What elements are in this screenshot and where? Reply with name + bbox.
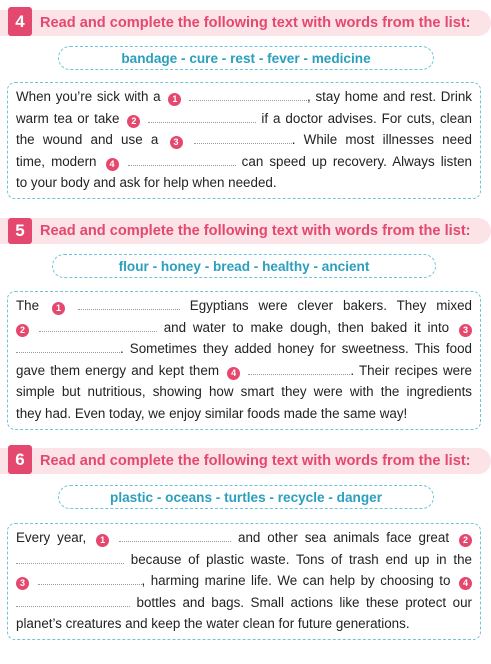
blank-number-badge: 2 [127,115,140,128]
passage-line: the wound and use a 3 . While most illnesses need [16,129,472,151]
exercise-number: 5 [8,218,32,244]
passage-line: The 1 Egyptians were clever bakers. They mixed [16,295,472,317]
answer-blank[interactable] [189,89,307,101]
answer-blank[interactable] [16,341,120,353]
passage-line: time, modern 4 can speed up recovery. Always listen [16,151,472,173]
exercise-number: 6 [8,445,32,474]
blank-number-badge: 1 [96,534,109,547]
passage-line: 2 and water to make dough, then baked it into 3 [16,317,472,339]
answer-blank[interactable] [248,363,350,375]
answer-blank[interactable] [16,595,130,607]
exercise-instruction: Read and complete the following text with words from the list: [40,15,471,31]
blank-number-badge: 1 [168,93,181,106]
exercise-header [0,448,491,474]
blank-number-badge: 4 [106,158,119,171]
passage-line: When you’re sick with a 1 , stay home and rest. Drink [16,86,472,108]
passage-line: gave them energy and kept them 4 . Their recipes were [16,360,472,382]
answer-blank[interactable] [38,573,142,585]
blank-number-badge: 1 [52,302,65,315]
word-list: flour - honey - bread - healthy - ancient [52,254,436,278]
answer-blank[interactable] [78,298,180,310]
exercise-header [0,218,491,244]
exercise-header [0,10,491,36]
passage-line: they had. Even today, we enjoy similar foods made the same way! [16,405,408,421]
passage-line: bottles and bags. Small actions like these protect our [16,592,472,614]
passage-line: planet’s creatures and keep the water clean for future generations. [16,616,410,632]
passage-line: 3 , harming marine life. We can help by choosing to 4 [16,570,472,592]
answer-blank[interactable] [194,132,292,144]
word-list: plastic - oceans - turtles - recycle - danger [58,485,434,509]
blank-number-badge: 2 [459,534,472,547]
passage-box [7,523,481,640]
passage-box [7,291,481,430]
exercise-instruction: Read and complete the following text with words from the list: [40,453,471,469]
blank-number-badge: 3 [459,324,472,337]
answer-blank[interactable] [128,154,236,166]
passage-line: . Sometimes they added honey for sweetness. This food [16,338,472,360]
blank-number-badge: 3 [170,136,183,149]
passage-line: Every year, 1 and other sea animals face great 2 [16,527,472,549]
passage-line: to your body and ask for help when needed. [16,175,277,191]
passage-line: because of plastic waste. Tons of trash end up in the [16,549,472,571]
passage-line: warm tea or take 2 if a doctor advises. For cuts, clean [16,108,472,130]
answer-blank[interactable] [119,530,231,542]
answer-blank[interactable] [39,320,157,332]
blank-number-badge: 4 [459,577,472,590]
exercise-number: 4 [8,7,32,36]
answer-blank[interactable] [148,111,256,123]
passage-line: simple but nutritious, showing how smart they were with the ingredients [16,384,472,400]
word-list: bandage - cure - rest - fever - medicine [58,46,434,70]
blank-number-badge: 4 [227,367,240,380]
blank-number-badge: 3 [16,577,29,590]
answer-blank[interactable] [16,552,124,564]
exercise-instruction: Read and complete the following text with words from the list: [40,223,471,239]
passage-box [7,82,481,199]
blank-number-badge: 2 [16,324,29,337]
